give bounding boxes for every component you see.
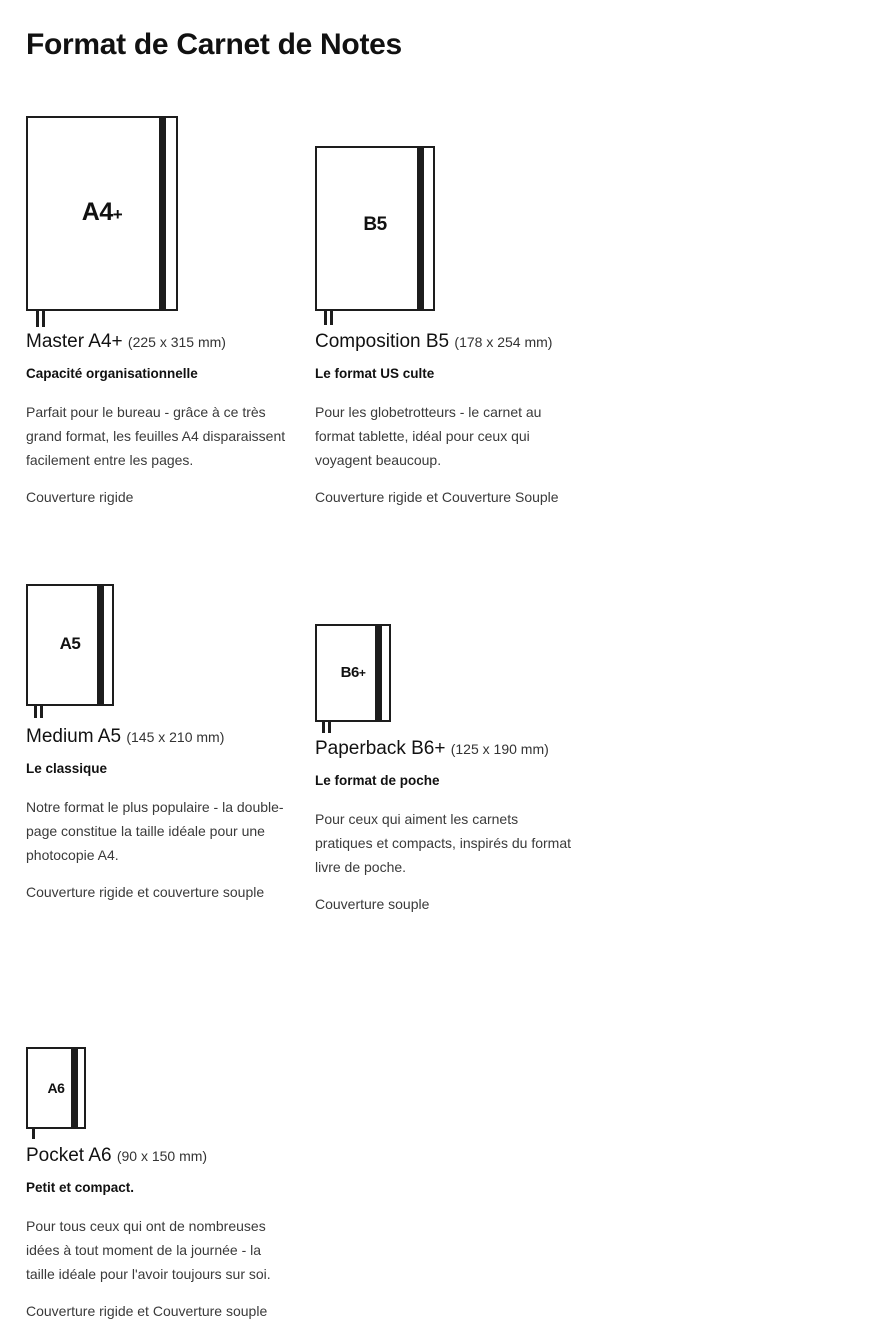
spine-edge (112, 584, 114, 706)
card-description: Pour ceux qui aiment les carnets pratiques et compacts, inspirés du format livre de poche. (315, 811, 572, 875)
card-subtitle: Petit et compact. (26, 1180, 135, 1195)
format-card-medium-a5 (26, 509, 315, 916)
card-cover-note: Couverture rigide et Couverture souple (26, 1303, 268, 1319)
card-dimensions: (178 x 254 mm) (454, 334, 553, 350)
spine-edge (433, 146, 435, 311)
notebook-illustration-b6 (315, 601, 578, 736)
notebook-label: B5 (363, 214, 387, 235)
card-cover-note: Couverture souple (315, 896, 430, 912)
page-title: Format de Carnet de Notes (26, 28, 402, 61)
card-description: Pour les globetrotteurs - le carnet au format tablette, idéal pour ceux qui voyagent beaucoup. (315, 404, 542, 468)
card-subtitle: Le classique (26, 761, 108, 776)
format-card-composition-b5 (315, 114, 604, 509)
format-card-pocket-a6 (26, 1008, 315, 1323)
card-cover-note: Couverture rigide (26, 489, 134, 505)
format-card-paperback-b6 (315, 601, 604, 916)
notebook-label: B6+ (340, 664, 366, 681)
bookmark-ribbons (36, 311, 45, 327)
spine-edge (84, 1047, 86, 1129)
card-subtitle: Le format de poche (315, 773, 440, 788)
card-title: Composition B5 (178 x 254 mm) (315, 331, 553, 352)
card-title: Master A4+ (225 x 315 mm) (26, 331, 226, 352)
card-description: Parfait pour le bureau - grâce à ce très grand format, les feuilles A4 disparaissent facilement entre les pages. (26, 404, 286, 468)
card-subtitle: Le format US culte (315, 366, 435, 381)
card-cover-note: Couverture rigide et Couverture Souple (315, 489, 559, 505)
card-title: Pocket A6 (90 x 150 mm) (26, 1145, 208, 1166)
notebook-illustration-a5 (26, 509, 289, 724)
card-title: Medium A5 (145 x 210 mm) (26, 726, 225, 747)
notebook-label: A5 (59, 634, 81, 653)
card-subtitle: Capacité organisationnelle (26, 366, 198, 381)
format-card-master-a4 (26, 114, 315, 509)
card-cover-note: Couverture rigide et couverture souple (26, 884, 265, 900)
card-title: Paperback B6+ (125 x 190 mm) (315, 738, 549, 759)
bookmark-ribbons (32, 1129, 35, 1139)
card-dimensions: (145 x 210 mm) (126, 729, 225, 745)
bookmark-ribbons (34, 706, 43, 718)
notebook-illustration-a4 (26, 114, 289, 329)
notebook-illustration-b5 (315, 114, 578, 329)
card-description: Notre format le plus populaire - la double-page constitue la taille idéale pour une photocopie A4. (26, 799, 284, 863)
bookmark-ribbons (322, 722, 331, 733)
notebook-label: A6 (47, 1080, 65, 1096)
format-card-empty-slot (315, 1008, 604, 1323)
spine-edge (389, 624, 391, 722)
card-dimensions: (90 x 150 mm) (116, 1148, 208, 1164)
card-dimensions: (125 x 190 mm) (450, 741, 549, 757)
format-card-grid (26, 114, 864, 1323)
card-description: Pour tous ceux qui ont de nombreuses idées à tout moment de la journée - la taille idéale pour l'avoir toujours sur soi. (26, 1218, 271, 1282)
bookmark-ribbons (324, 311, 333, 325)
notebook-label: A4+ (81, 198, 123, 226)
notebook-illustration-a6 (26, 1008, 289, 1143)
spine-edge (176, 116, 178, 311)
card-dimensions: (225 x 315 mm) (127, 334, 226, 350)
